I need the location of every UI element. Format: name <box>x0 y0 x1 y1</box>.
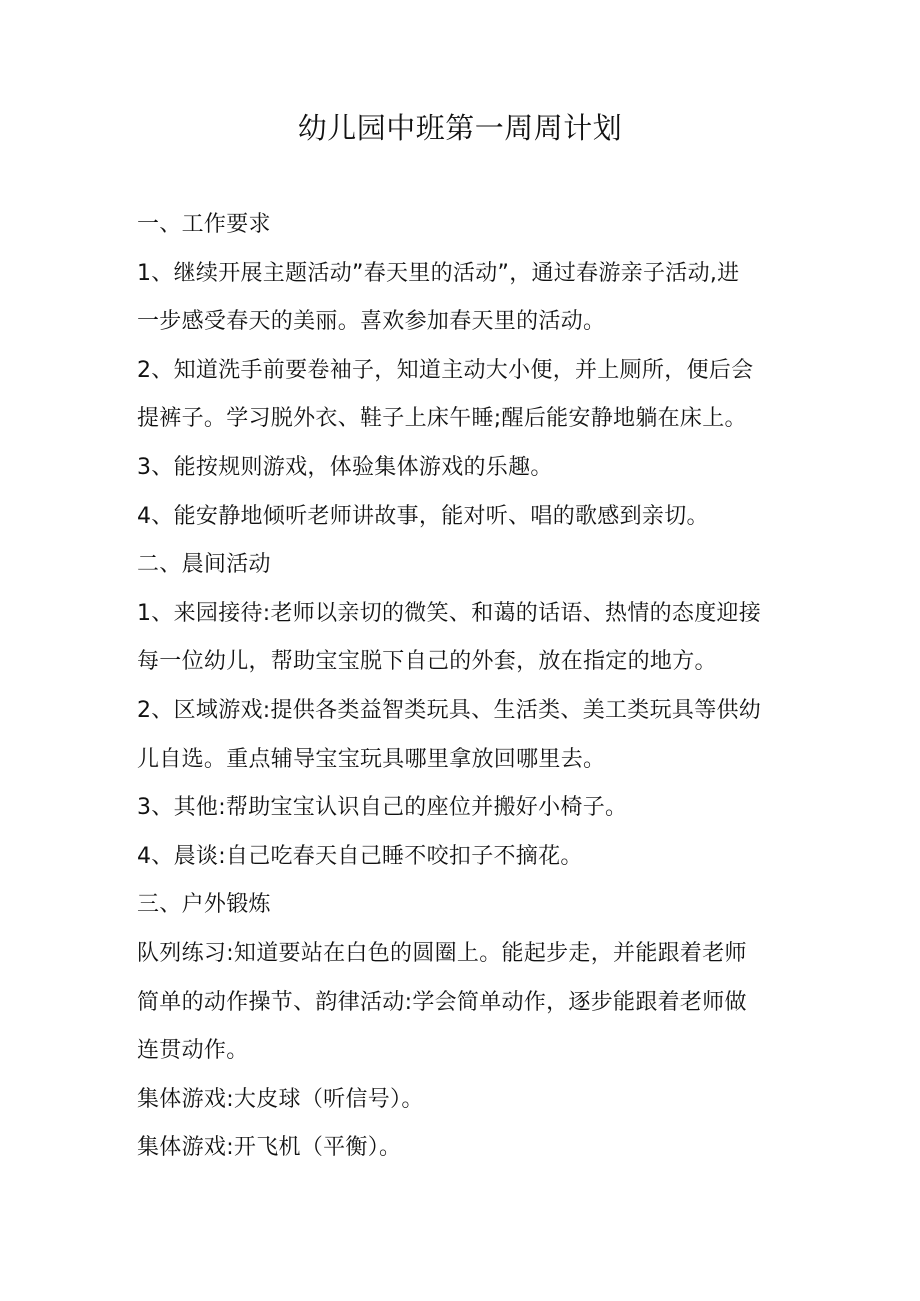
paragraph-line: 4、能安静地倾听老师讲故事，能对听、唱的歌感到亲切。 <box>137 503 709 529</box>
paragraph-line: 一步感受春天的美丽。喜欢参加春天里的活动。 <box>137 309 606 335</box>
paragraph-line: 1、继续开展主题活动”春天里的活动”，通过春游亲子活动,进 <box>137 260 740 286</box>
paragraph-line: 2、知道洗手前要卷袖子，知道主动大小便，并上厕所，便后会 <box>137 357 754 383</box>
paragraph-line: 连贯动作。 <box>137 1038 249 1064</box>
paragraph-line: 3、其他:帮助宝宝认识自己的座位并搬好小椅子。 <box>137 795 628 821</box>
paragraph-line: 简单的动作操节、韵律活动:学会简单动作，逐步能跟着老师做 <box>137 989 747 1015</box>
paragraph-line: 儿自选。重点辅导宝宝玩具哪里拿放回哪里去。 <box>137 746 606 772</box>
paragraph-line: 集体游戏:开飞机（平衡）。 <box>137 1135 402 1161</box>
section-heading-work-requirements: 一、工作要求 <box>137 212 271 237</box>
document-title: 幼儿园中班第一周周计划 <box>297 111 623 145</box>
paragraph-line: 每一位幼儿，帮助宝宝脱下自己的外套，放在指定的地方。 <box>137 649 717 675</box>
paragraph-line: 集体游戏:大皮球（听信号）。 <box>137 1086 424 1112</box>
document-body <box>137 201 797 1173</box>
paragraph-line: 队列练习:知道要站在白色的圆圈上。能起步走，并能跟着老师 <box>137 940 747 966</box>
paragraph-line: 2、区域游戏:提供各类益智类玩具、生活类、美工类玩具等供幼 <box>137 697 762 723</box>
section-heading-morning-activities: 二、晨间活动 <box>137 552 271 578</box>
paragraph-line: 4、晨谈:自己吃春天自己睡不咬扣子不摘花。 <box>137 843 583 869</box>
paragraph-line: 3、能按规则游戏，体验集体游戏的乐趣。 <box>137 454 553 480</box>
paragraph-line: 1、来园接待:老师以亲切的微笑、和蔼的话语、热情的态度迎接 <box>137 600 762 626</box>
paragraph-line: 提裤子。学习脱外衣、鞋子上床午睡;醒后能安静地躺在床上。 <box>137 406 747 432</box>
section-heading-outdoor-exercise: 三、户外锻炼 <box>137 892 271 918</box>
